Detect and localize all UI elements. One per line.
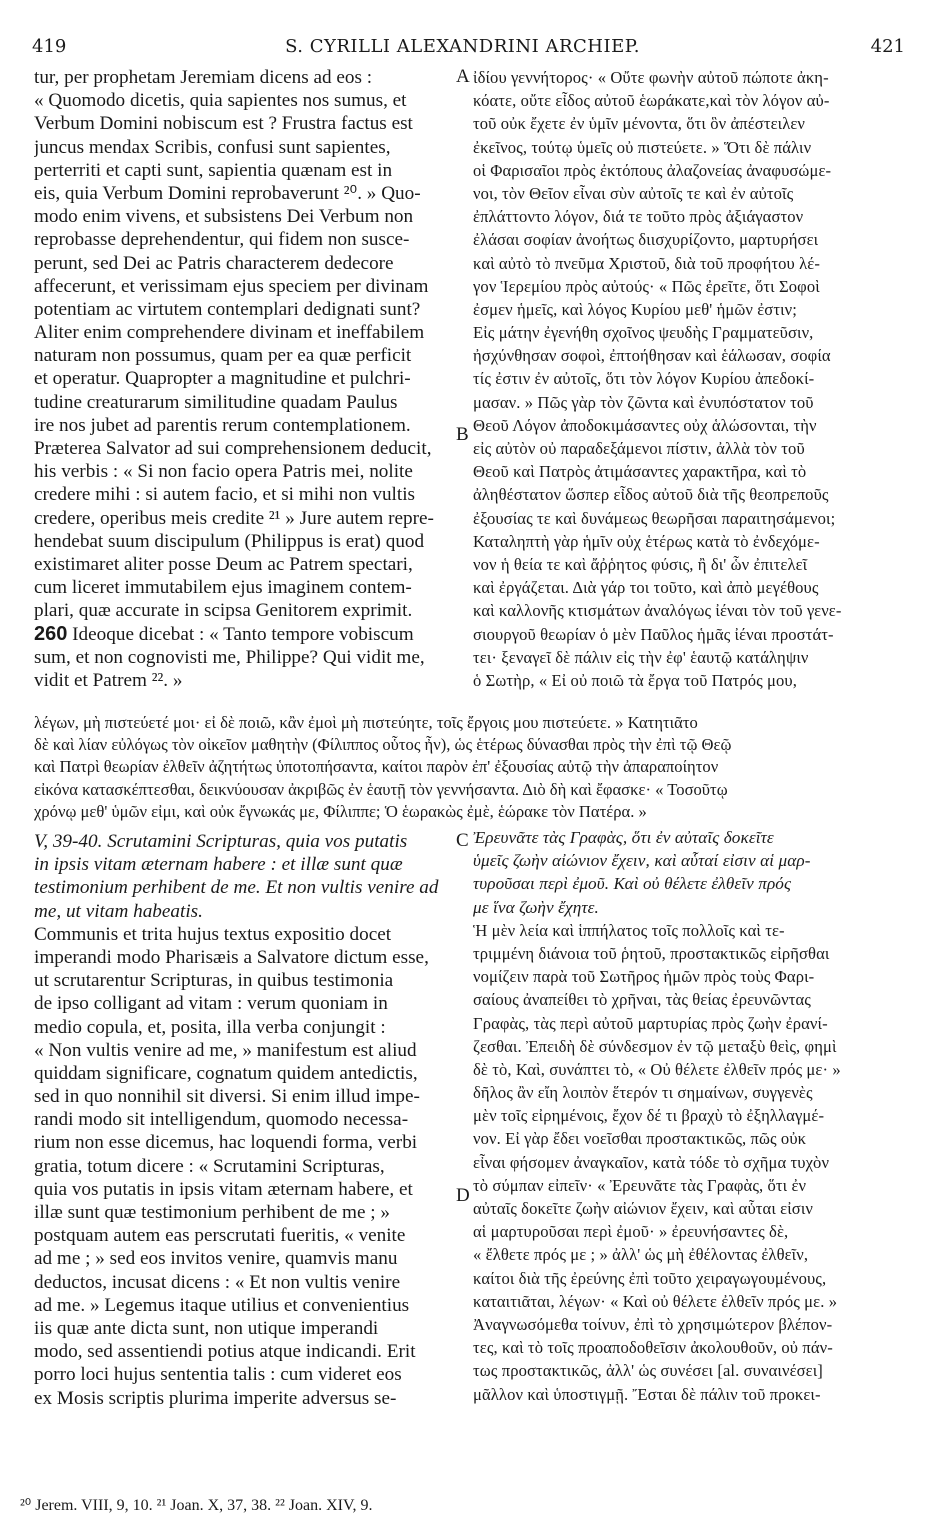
- greek-line: αὐταῖς δοκεῖτε ζωὴν αἰώνιον ἔχειν, καὶ αὗται εἰσιν: [473, 1199, 813, 1218]
- latin-line: randi modo sit intelligendum, quomodo necessa-: [34, 1109, 409, 1131]
- latin-line: gratia, totum dicere : « Scrutamini Scripturas,: [34, 1155, 385, 1177]
- latin-line: [34, 623, 452, 646]
- latin-line: modo enim vivens, et subsistens Dei Verbum non: [34, 206, 414, 228]
- latin-line: existimaret aliter posse Deum ac Patrem spectari,: [34, 553, 413, 575]
- latin-line: deductos, incusat dicens : « Et non vultis venire: [34, 1271, 401, 1293]
- footnotes: ²⁰ Jerem. VIII, 9, 10. ²¹ Joan. X, 37, 38. ²² Joan. XIV, 9.: [20, 1497, 373, 1514]
- greek-heading-line: με ἵνα ζωὴν ἔχητε.: [473, 897, 599, 917]
- greek-line: μὲν τοῖς εἰρημένοις, ἔχον δέ τι βραχὺ τὸ ἐξηλλαγμέ-: [473, 1106, 825, 1126]
- latin-line: rium non esse dicemus, hac loquendi forma, verbi: [34, 1132, 418, 1154]
- latin-line: iis quæ ante dicta sunt, non utique imperandi: [34, 1317, 379, 1339]
- greek-line: καίτοι διὰ τῆς ἐρεύνης ἐπὶ τοῦτο χειραγωγουμένους,: [473, 1268, 827, 1288]
- greek-line: καὶ καλλονῆς κτισμάτων ἀναλόγως ἰέναι τὸν τοῦ γενε-: [473, 601, 842, 621]
- greek-line: ζεσθαι. Ἐπειδὴ δὲ σύνδεσμον ἐν τῷ μεταξὺ θεὶς, φημὶ: [473, 1036, 837, 1056]
- greek-line: ὁ Σωτὴρ, « Εἰ οὐ ποιῶ τὰ ἔργα τοῦ Πατρός μου,: [473, 670, 797, 690]
- greek-line: ἰδίου γεννήτορος· « Οὔτε φωνὴν αὐτοῦ πώποτε ἀκη-: [473, 68, 829, 87]
- greek-line: κόατε, οὔτε εἶδος αὐτοῦ ἑωράκατε,καὶ τὸν λόγον αὐ-: [473, 91, 830, 111]
- greek-full-width-passage: [34, 712, 896, 823]
- latin-line: credere, operibus meis credite ²¹ » Jure autem repre-: [34, 507, 434, 529]
- greek-line: νομίζειν παρὰ τοῦ Σωτῆρος ἡμῶν πρὸς τοὺς Φαρι-: [473, 967, 815, 987]
- greek-line: δῆλος ἂν εἴη λοιπὸν ἕτερόν τι σημαίνων, συγγενὲς: [473, 1083, 813, 1103]
- latin-line: hendebat suum discipulum (Philippus is erat) quod: [34, 530, 425, 552]
- latin-line: modo, sed assentiendi potius atque indicandi. Erit: [34, 1341, 416, 1363]
- greek-line: ἐκεῖνος, τούτῳ ὑμεῖς οὐ πιστεύετε. » Ὅτι δὲ πάλιν: [473, 137, 812, 157]
- greek-line: Ἀναγνωσόμεθα τοίνυν, ἐπὶ τὸ χρησιμώτερον βλέπον-: [473, 1314, 833, 1334]
- latin-line: « Non vultis venire ad me, » manifestum est aliud: [34, 1039, 417, 1061]
- greek-line: καὶ αὐτὸ τὸ πνεῦμα Χριστοῦ, διὰ τοῦ προφήτου λέ-: [473, 253, 820, 273]
- greek-wide-line: χρόνῳ μεθ' ὑμῶν εἰμι, καὶ οὐκ ἔγνωκάς με, Φίλιππε; Ὁ ἑωρακὼς ἐμὲ, ἑώρακε τὸν Πατέρα. »: [34, 801, 647, 821]
- greek-line: Θεοῦ καὶ Πατρὸς ἀτιμάσαντες χαρακτῆρα, καὶ τὸ: [473, 462, 807, 482]
- greek-line: Καταληπτὴ γὰρ ἡμῖν οὐχ ἑτέρως κατὰ τὸ ἐνδεχόμε-: [473, 531, 820, 551]
- latin-line: tudine creaturarum similitudine quadam Paulus: [34, 391, 398, 413]
- greek-heading-line: ὑμεῖς ζωὴν αἰώνιον ἔχειν, καὶ αὗταί εἰσιν αἱ μαρ-: [473, 851, 811, 871]
- section-marker-b: B: [456, 424, 469, 445]
- page-number-marker: 260: [34, 622, 68, 645]
- latin-line: porro loci hujus sententia talis : cum videret eos: [34, 1364, 402, 1386]
- latin-line: affecerunt, et verissimam ejus speciem per divinam: [34, 275, 429, 297]
- latin-column-top: [34, 66, 452, 692]
- greek-line: τίς ἐστιν ἐν αὐτοῖς, ὅτι τὸν λόγον Κυρίου ἀπεδοκί-: [473, 369, 815, 389]
- latin-line: eis, quia Verbum Domini reprobaverunt ²⁰. » Quo-: [34, 182, 421, 204]
- greek-line: Θεοῦ Λόγον ἀποδοκιμάσαντες οὐχ ἁλώσονται, τὴν: [473, 415, 817, 435]
- latin-line: reprobasse deprehendentur, qui fidem non susce-: [34, 229, 410, 251]
- latin-line: juncus mendax Scribis, confusi sunt sapientes,: [34, 136, 391, 158]
- latin-heading-line: testimonium perhibent de me. Et non vultis venire ad: [34, 877, 439, 899]
- greek-line: σιουργοῦ θεωρίαν ὁ μὲν Παῦλος ἡμᾶς ἰέναι προστάτ-: [473, 624, 834, 644]
- greek-wide-line: καὶ Πατρὶ θεωρίαν ἐλθεῖν ἀζητήτως ὑποτοπήσαντα, καίτοι παρὸν ἐπ' ἐξουσίας αὐτῷ τὴν ἀπαραποίητον: [34, 757, 719, 777]
- greek-line: Εἰς μάτην ἐγενήθη σχοῖνος ψευδὴς Γραμματεῦσιν,: [473, 323, 814, 343]
- latin-line: illæ sunt quæ testimonium perhibent de me ; »: [34, 1202, 391, 1223]
- latin-line: de ipso colligant ad vitam : verum quoniam in: [34, 993, 388, 1015]
- page-number-right: 421: [870, 36, 905, 57]
- running-title: S. CYRILLI ALEXANDRINI ARCHIEP.: [285, 36, 640, 57]
- latin-line: postquam autem eas perscrutati fueritis, « venite: [34, 1225, 406, 1247]
- latin-line: quiddam significare, cognatum quidem antedictis,: [34, 1062, 418, 1084]
- latin-line: perterriti et capti sunt, sapientia quænam est in: [34, 159, 393, 181]
- latin-line: medio copula, et, posita, illa verba conjungit :: [34, 1016, 386, 1038]
- latin-line: et operatur. Quapropter a magnitudine et pulchri-: [34, 368, 411, 390]
- greek-line: εἰς αὐτὸν οὐ παραδεξάμενοι πίστιν, ἀλλὰ τὸν τοῦ: [473, 439, 805, 458]
- greek-heading-line: τυροῦσαι περὶ ἐμοῦ. Καὶ οὐ θέλετε ἐλθεῖν πρός: [473, 874, 792, 894]
- greek-wide-line: λέγων, μὴ πιστεύετέ μοι· εἰ δὲ ποιῶ, κἂν ἐμοὶ μὴ πιστεύητε, τοῖς ἔργοις μου πιστεύετε. » Κατητιᾶτο: [34, 713, 698, 732]
- greek-line: Ἡ μὲν λεία καὶ ἱππήλατος τοῖς πολλοῖς καὶ τε-: [473, 920, 785, 940]
- greek-line: τες, καὶ τὸ τοῖς προαποδοθεῖσιν ἀκολουθοῦν, οὐ πάν-: [473, 1338, 833, 1358]
- greek-line: δὲ τὸ, Καὶ, συνάπτει τὸ, « Οὐ θέλετε ἐλθεῖν πρός με· »: [473, 1059, 841, 1079]
- latin-line: credere mihi : si autem facio, et si mihi non vultis: [34, 484, 415, 506]
- latin-line: Verbum Domini nobiscum est ? Frustra factus est: [34, 113, 413, 135]
- greek-wide-line: δὲ καὶ λίαν εὐλόγως τὸν οἰκεῖον μαθητὴν (Φίλιππος οὗτος ἦν), ὡς ἑτέρως δύνασθαι πρὸς τὴν ἐπὶ τῷ Θεῷ: [34, 735, 732, 755]
- latin-line: his verbis : « Si non facio opera Patris mei, nolite: [34, 461, 413, 483]
- greek-line: μασαν. » Πῶς γὰρ τὸν ζῶντα καὶ ἐνυπόστατον τοῦ: [473, 392, 814, 412]
- greek-line: ἐξουσίας τε καὶ δυνάμεως θεωρῆσαι παραιτησάμενοι;: [473, 508, 836, 528]
- section-marker-d: D: [456, 1185, 470, 1206]
- latin-line: perunt, sed Dei ac Patris characterem dedecore: [34, 252, 394, 274]
- latin-text: Ideoque dicebat : « Tanto tempore vobiscum: [67, 623, 414, 645]
- greek-line: γον Ἱερεμίου πρὸς αὐτούς· « Πῶς ἐρεῖτε, ὅτι Σοφοὶ: [473, 276, 820, 296]
- page-number-left: 419: [32, 36, 67, 57]
- latin-line: cum liceret immutabilem ejus imaginem contem-: [34, 577, 412, 599]
- latin-line: tur, per prophetam Jeremiam dicens ad eos :: [34, 67, 373, 88]
- latin-line: « Quomodo dicetis, quia sapientes nos sumus, et: [34, 90, 407, 112]
- latin-line: plari, quæ accurate in scipsa Genitorem exprimit.: [34, 600, 413, 622]
- greek-line: ἐπλάττοντο λόγον, διά τε τοῦτο πρὸς ἀξιάγαστον: [473, 207, 804, 227]
- greek-line: εἶναι φήσομεν ἀναγκαῖον, κατὰ τόδε τὸ σχῆμα τυχὸν: [473, 1152, 830, 1172]
- latin-line: ad me ; » sed eos invitos venire, quamvis manu: [34, 1248, 398, 1270]
- latin-line: vidit et Patrem ²². »: [34, 669, 183, 691]
- greek-line: οἱ Φαρισαῖοι πρὸς ἐκτόπους ἀλαζονείας ἀναφυσώμε-: [473, 160, 832, 180]
- greek-heading-line: Ἐρευνᾶτε τὰς Γραφὰς, ὅτι ἐν αὐταῖς δοκεῖτε: [473, 828, 774, 847]
- page-header: [0, 30, 925, 60]
- greek-line: ἐσμεν ἡμεῖς, καὶ λόγος Κυρίου μεθ' ἡμῶν ἐστιν;: [473, 299, 797, 319]
- latin-line: Præterea Salvator ad sui comprehensionem deducit,: [34, 438, 432, 459]
- latin-line: ad me. » Legemus itaque utilius et convenientius: [34, 1294, 410, 1316]
- greek-column-bottom: [473, 826, 891, 1406]
- latin-line: imperandi modo Pharisæis a Salvatore dictum esse,: [34, 946, 429, 968]
- latin-line: ut scrutarentur Scripturas, in quibus testimonia: [34, 970, 394, 992]
- greek-line: καταιτιᾶται, λέγων· « Καὶ οὐ θέλετε ἐλθεῖν πρός με. »: [473, 1291, 838, 1311]
- latin-line: Communis et trita hujus textus expositio docet: [34, 923, 392, 945]
- greek-line: τοῦ οὐκ ἔχετε ἐν ὑμῖν μένοντα, ὅτι ὃν ἀπέστειλεν: [473, 114, 806, 134]
- latin-line: sum, et non cognovisti me, Philippe? Qui vidit me,: [34, 646, 425, 668]
- latin-line: potentiam ac virtutem contemplari dedignati sunt?: [34, 298, 421, 320]
- latin-line: Aliter enim comprehendere divinam et ineffabilem: [34, 322, 425, 344]
- greek-line: νον. Εἰ γὰρ ἔδει νοεῖσθαι προστακτικῶς, πῶς οὐκ: [473, 1129, 807, 1149]
- greek-column-top: [473, 66, 891, 692]
- latin-line: ex Mosis scriptis plurima imperite adversus se-: [34, 1387, 397, 1409]
- greek-line: τὸ σύμπαν εἰπεῖν· « Ἐρευνᾶτε τὰς Γραφὰς, ὅτι ἐν: [473, 1175, 807, 1195]
- greek-line: τως προστακτικῶς, ἀλλ' ὡς συνέσει [al. συναινέσει]: [473, 1361, 823, 1381]
- greek-line: ἀληθέστατον ὥσπερ εἶδος αὐτοῦ διὰ τῆς θεοπρεποῦς: [473, 485, 829, 505]
- latin-line: ire nos jubet ad parentis rerum contemplationem.: [34, 414, 411, 436]
- latin-heading-line: in ipsis vitam æternam habere : et illæ sunt quæ: [34, 854, 403, 876]
- greek-line: ἐλάσαι σοφίαν ἀνοήτως διισχυρίζοντο, μαρτυρήσει: [473, 230, 819, 250]
- greek-line: καὶ ἐργάζεται. Διὰ γάρ τοι τοῦτο, καὶ ἀπὸ μεγέθους: [473, 578, 819, 598]
- greek-line: νοι, τὸν Θεῖον εἶναι σὺν αὐτοῖς τε καὶ ἐν αὐτοῖς: [473, 183, 794, 203]
- latin-heading-line: me, ut vitam habeatis.: [34, 900, 203, 922]
- section-marker-a: A: [456, 66, 470, 87]
- latin-line: quia vos putatis in ipsis vitam æternam habere, et: [34, 1178, 413, 1200]
- latin-heading-line: V, 39-40. Scrutamini Scripturas, quia vos putatis: [34, 831, 408, 852]
- greek-wide-line: εἰκόνα κατασκέπτεσθαι, δεικνύουσαν ἀκριβῶς ἐν ἑαυτῇ τὸν γεννήσαντα. Διὸ δὴ καὶ ἔφασκε· « Τοσοῦτῳ: [34, 779, 728, 799]
- greek-line: τει· ξεναγεῖ δὲ πάλιν εἰς τὴν ἐφ' ἑαυτῷ κατάληψιν: [473, 647, 809, 667]
- greek-line: σαίους ἀναπείθει τὸ χρῆναι, τὰς θείας ἐρευνῶντας: [473, 990, 811, 1010]
- greek-line: μᾶλλον καὶ ὑποστιγμῇ. Ἔσται δὲ πάλιν τοῦ προκει-: [473, 1384, 821, 1404]
- section-marker-c: C: [456, 830, 469, 851]
- greek-line: Γραφὰς, τὰς περὶ αὐτοῦ μαρτυρίας πρὸς ζωὴν ἐρανί-: [473, 1013, 828, 1033]
- latin-line: sed in quo nonnihil sit diversi. Si enim illud impe-: [34, 1086, 420, 1108]
- greek-line: αἱ μαρτυροῦσαι περὶ ἐμοῦ· » ἐρευνήσαντες δὲ,: [473, 1222, 789, 1242]
- greek-line: ἠσχύνθησαν σοφοὶ, ἐπτοήθησαν καὶ ἑάλωσαν, σοφία: [473, 346, 831, 366]
- greek-line: « ἔλθετε πρός με ; » ἀλλ' ὡς μὴ ἐθέλοντας ἐλθεῖν,: [473, 1245, 809, 1265]
- greek-line: νον ἡ θεία τε καὶ ἄῤῥητος φύσις, ἢ δι' ὧν ἐπιτελεῖ: [473, 554, 808, 574]
- latin-line: naturam non possumus, quam per ea quæ perficit: [34, 345, 412, 367]
- latin-column-bottom: [34, 830, 452, 1410]
- greek-line: τριμμένη διάνοια τοῦ ῥητοῦ, προστακτικῶς εἰρῆσθαι: [473, 943, 830, 963]
